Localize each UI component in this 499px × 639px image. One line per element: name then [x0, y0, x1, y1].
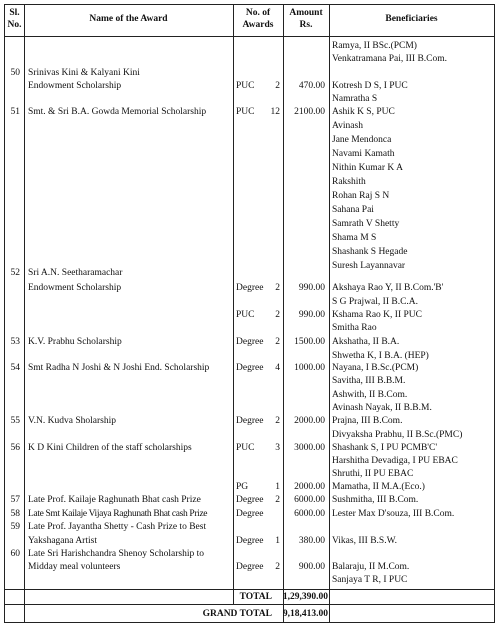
- total-label: TOTAL: [239, 592, 272, 602]
- amount: 2000.00: [294, 416, 325, 426]
- grand-total-divider: [4, 604, 495, 605]
- award-count: 2: [275, 283, 280, 293]
- sl-number: 51: [10, 107, 20, 117]
- award-name: Sri A.N. Seetharamachar: [28, 268, 123, 278]
- beneficiary: Shashank S, I PU PCMB'C': [332, 443, 438, 453]
- sl-number: 50: [10, 68, 20, 78]
- award-count: 2: [275, 310, 280, 320]
- beneficiary: Nayana, I B.Sc.(PCM): [332, 363, 419, 373]
- header-amount: [283, 7, 329, 31]
- award-count: 1: [275, 536, 280, 546]
- award-count: 2: [275, 562, 280, 572]
- table-border-bottom: [4, 622, 495, 623]
- amount: 3000.00: [294, 443, 325, 453]
- award-name: Late Sri Harishchandra Shenoy Scholarship to: [28, 549, 204, 559]
- course: PUC: [236, 81, 255, 91]
- beneficiary: Akshaya Rao Y, II B.Com.'B': [332, 283, 444, 293]
- beneficiary: Ramya, II BSc.(PCM): [332, 41, 417, 51]
- amount: 380.00: [298, 536, 325, 546]
- amount: 470.00: [298, 81, 325, 91]
- course: Degree: [236, 337, 264, 347]
- course: Degree: [236, 363, 264, 373]
- beneficiary: Kotresh D S, I PUC: [332, 81, 408, 91]
- award-name: Late Smt Kailaje Vijaya Raghunath Bhat cash Prize: [28, 509, 208, 519]
- amount: 990.00: [298, 283, 325, 293]
- beneficiary: Nithin Kumar K A: [332, 163, 403, 173]
- header-amount-line1: Amount: [289, 8, 323, 18]
- award-name: Srinivas Kini & Kalyani Kini: [28, 68, 140, 78]
- header-awards-line1: No. of: [245, 8, 271, 18]
- beneficiary: Suresh Layannavar: [332, 261, 406, 271]
- award-name: Endowment Scholarship: [28, 283, 122, 293]
- beneficiary: Harshitha Devadiga, I PU EBAC: [332, 456, 458, 466]
- beneficiary: Kshama Rao K, II PUC: [332, 310, 422, 320]
- header-sl-line2: No.: [7, 20, 22, 30]
- column-divider: [24, 4, 25, 622]
- award-name: K.V. Prabhu Scholarship: [28, 337, 122, 347]
- grand-total-value: 9,18,413.00: [282, 609, 328, 619]
- course: Degree: [236, 283, 264, 293]
- header-name-text: Name of the Award: [89, 14, 168, 24]
- beneficiary: Venkatramana Pai, III B.Com.: [332, 54, 448, 64]
- course: Degree: [236, 495, 264, 505]
- sl-number: 59: [10, 522, 20, 532]
- beneficiary: Smitha Rao: [332, 323, 377, 333]
- amount: 1000.00: [294, 363, 325, 373]
- course: Degree: [236, 562, 264, 572]
- award-name: Midday meal volunteers: [28, 562, 121, 572]
- sl-number: 55: [10, 416, 20, 426]
- amount: 2100.00: [294, 107, 325, 117]
- course: Degree: [236, 416, 264, 426]
- beneficiary: Rakshith: [332, 177, 366, 187]
- amount: 900.00: [298, 562, 325, 572]
- course: PUC: [236, 443, 255, 453]
- award-name: Smt. & Sri B.A. Gowda Memorial Scholarship: [28, 107, 207, 117]
- column-divider: [329, 4, 330, 622]
- course: PG: [236, 482, 249, 492]
- beneficiary: Jane Mendonca: [332, 135, 392, 145]
- beneficiary: Lester Max D'souza, III B.Com.: [332, 509, 455, 519]
- header-divider: [4, 36, 495, 37]
- sl-number: 52: [10, 268, 20, 278]
- header-amount-line2: Rs.: [299, 20, 313, 30]
- course: PUC: [236, 310, 255, 320]
- header-beneficiaries: [329, 13, 494, 25]
- award-count: 2: [275, 337, 280, 347]
- beneficiary: Shashank S Hegade: [332, 247, 408, 257]
- beneficiary: Sushmitha, III B.Com.: [332, 495, 419, 505]
- beneficiary: Balaraju, II M.Com.: [332, 562, 410, 572]
- grand-total-label: GRAND TOTAL: [202, 609, 272, 619]
- sl-number: 53: [10, 337, 20, 347]
- header-awards-line2: Awards: [242, 20, 274, 30]
- award-name: Late Prof. Kailaje Raghunath Bhat cash Prize: [28, 495, 201, 505]
- award-name: K D Kini Children of the staff scholarships: [28, 443, 192, 453]
- amount: 1500.00: [294, 337, 325, 347]
- award-name: V.N. Kudva Sholarship: [28, 416, 116, 426]
- beneficiary: Shama M S: [332, 233, 377, 243]
- beneficiary: Rohan Raj S N: [332, 191, 390, 201]
- beneficiary: Ashwith, II B.Com.: [332, 390, 408, 400]
- beneficiary: Prajna, III B.Com.: [332, 416, 403, 426]
- amount: 6000.00: [294, 495, 325, 505]
- beneficiary: Navami Kamath: [332, 149, 395, 159]
- course: Degree: [236, 536, 264, 546]
- header-beneficiaries-text: Beneficiaries: [385, 14, 438, 24]
- beneficiary: Ashik K S, PUC: [332, 107, 395, 117]
- sl-number: 56: [10, 443, 20, 453]
- beneficiary: Mamatha, II M.A.(Eco.): [332, 482, 425, 492]
- award-count: 3: [275, 443, 280, 453]
- award-count: 2: [275, 495, 280, 505]
- header-sl-line1: Sl.: [9, 8, 20, 18]
- total-value: 1,29,390.00: [282, 592, 328, 602]
- award-name: Late Prof. Jayantha Shetty - Cash Prize to Best: [28, 522, 207, 532]
- award-name: Endowment Scholarship: [28, 81, 122, 91]
- beneficiary: Sahana Pai: [332, 205, 374, 215]
- table-border-right: [494, 4, 495, 622]
- beneficiary: Shruthi, II PU EBAC: [332, 469, 414, 479]
- sl-number: 54: [10, 363, 20, 373]
- award-count: 12: [270, 107, 280, 117]
- course: Degree: [236, 509, 264, 519]
- beneficiary: Divyaksha Prabhu, II B.Sc.(PMC): [332, 430, 463, 440]
- beneficiary: Vikas, III B.S.W.: [332, 536, 398, 546]
- beneficiary: S G Prajwal, II B.C.A.: [332, 297, 419, 307]
- beneficiary: Shwetha K, I B.A. (HEP): [332, 351, 429, 361]
- amount: 2000.00: [294, 482, 325, 492]
- course: PUC: [236, 107, 255, 117]
- sl-number: 57: [10, 495, 20, 505]
- award-name: Smt Radha N Joshi & N Joshi End. Scholarship: [28, 363, 210, 373]
- award-count: 2: [275, 416, 280, 426]
- beneficiary: Namratha S: [332, 94, 378, 104]
- column-divider: [233, 4, 234, 604]
- beneficiary: Savitha, III B.B.M.: [332, 376, 406, 386]
- amount: 6000.00: [294, 509, 325, 519]
- award-count: 1: [275, 482, 280, 492]
- amount: 990.00: [298, 310, 325, 320]
- sl-number: 60: [10, 549, 20, 559]
- award-count: 4: [275, 363, 280, 373]
- beneficiary: Sanjaya T R, I PUC: [332, 575, 408, 585]
- beneficiary: Avinash: [332, 121, 363, 131]
- beneficiary: Akshatha, II B.A.: [332, 337, 400, 347]
- header-name: [24, 13, 233, 25]
- award-count: 2: [275, 81, 280, 91]
- header-sl: [4, 7, 25, 31]
- total-divider: [4, 589, 495, 590]
- header-awards: [233, 7, 283, 31]
- sl-number: 58: [10, 509, 20, 519]
- award-name: Yakshagana Artist: [28, 536, 97, 546]
- table-border-top: [4, 4, 495, 5]
- beneficiary: Samrath V Shetty: [332, 219, 400, 229]
- beneficiary: Avinash Nayak, II B.B.M.: [332, 403, 432, 413]
